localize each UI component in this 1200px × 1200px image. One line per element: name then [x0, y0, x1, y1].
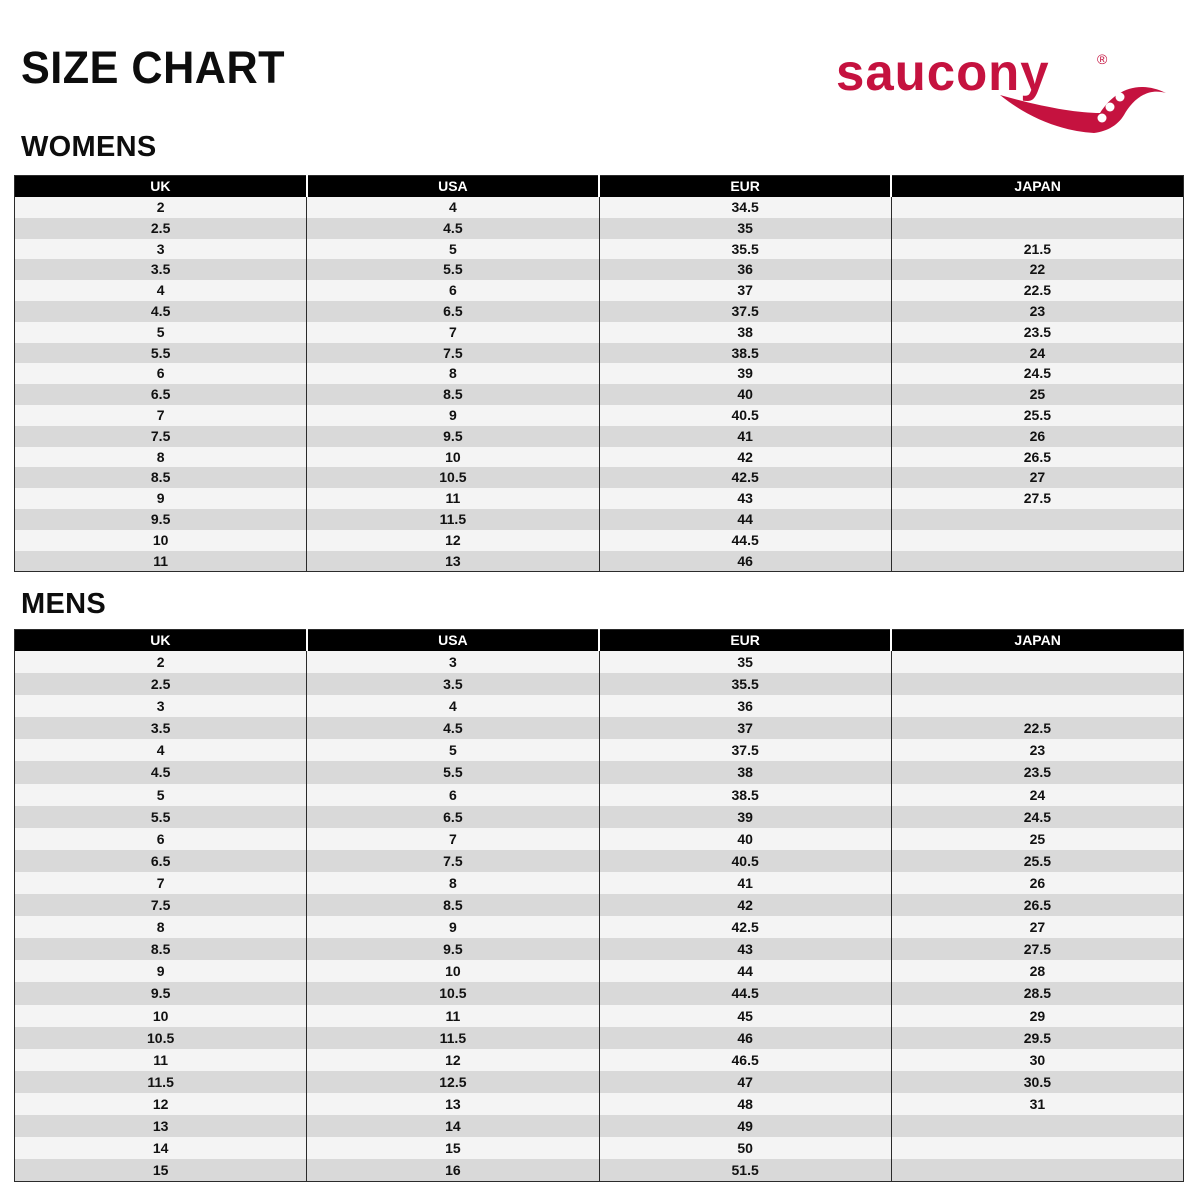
cell-uk: 9 [15, 960, 307, 982]
cell-japan: 23 [891, 739, 1183, 761]
cell-japan: 26 [891, 872, 1183, 894]
table-row [15, 1115, 1184, 1137]
cell-uk: 3 [15, 239, 307, 260]
cell-usa: 4.5 [307, 717, 599, 739]
cell-eur: 34.5 [599, 197, 891, 218]
cell-eur: 37 [599, 280, 891, 301]
cell-eur: 45 [599, 1005, 891, 1027]
cell-eur: 36 [599, 259, 891, 280]
womens-size-table [14, 175, 1184, 572]
cell-uk: 4 [15, 739, 307, 761]
table-row [15, 363, 1184, 384]
cell-usa: 8 [307, 872, 599, 894]
cell-japan: 26.5 [891, 447, 1183, 468]
cell-eur: 39 [599, 806, 891, 828]
mens-heading: MENS [21, 588, 106, 620]
cell-eur: 40 [599, 828, 891, 850]
cell-eur: 42 [599, 447, 891, 468]
cell-usa: 12 [307, 530, 599, 551]
cell-japan: 27.5 [891, 488, 1183, 509]
col-header-uk: UK [15, 176, 307, 198]
swoosh-dot-1 [1116, 93, 1125, 102]
cell-eur: 35.5 [599, 673, 891, 695]
cell-uk: 2.5 [15, 673, 307, 695]
cell-uk: 5 [15, 784, 307, 806]
table-row [15, 982, 1184, 1004]
table-row [15, 259, 1184, 280]
table-header-row [15, 176, 1184, 198]
cell-eur: 46 [599, 551, 891, 572]
cell-usa: 7 [307, 828, 599, 850]
cell-japan [891, 530, 1183, 551]
cell-japan: 22 [891, 259, 1183, 280]
cell-eur: 38.5 [599, 784, 891, 806]
cell-japan: 27.5 [891, 938, 1183, 960]
col-header-usa: USA [307, 176, 599, 198]
cell-japan: 31 [891, 1093, 1183, 1115]
cell-eur: 49 [599, 1115, 891, 1137]
cell-uk: 6.5 [15, 850, 307, 872]
cell-uk: 6.5 [15, 384, 307, 405]
cell-uk: 5.5 [15, 806, 307, 828]
cell-usa: 11 [307, 1005, 599, 1027]
cell-usa: 5 [307, 739, 599, 761]
cell-uk: 9.5 [15, 509, 307, 530]
table-row [15, 551, 1184, 572]
cell-uk: 2 [15, 651, 307, 673]
cell-japan [891, 1115, 1183, 1137]
cell-usa: 9.5 [307, 426, 599, 447]
cell-uk: 7 [15, 872, 307, 894]
cell-uk: 6 [15, 828, 307, 850]
table-row [15, 1093, 1184, 1115]
cell-uk: 11.5 [15, 1071, 307, 1093]
cell-japan [891, 218, 1183, 239]
cell-uk: 10 [15, 1005, 307, 1027]
cell-eur: 37.5 [599, 739, 891, 761]
cell-japan: 29.5 [891, 1027, 1183, 1049]
brand-logo [832, 45, 1172, 140]
table-row [15, 322, 1184, 343]
table-row [15, 239, 1184, 260]
col-header-japan: JAPAN [891, 176, 1183, 198]
table-row [15, 1005, 1184, 1027]
cell-japan [891, 1137, 1183, 1159]
cell-eur: 36 [599, 695, 891, 717]
cell-usa: 7.5 [307, 343, 599, 364]
cell-uk: 11 [15, 1049, 307, 1071]
cell-usa: 12.5 [307, 1071, 599, 1093]
cell-japan: 30.5 [891, 1071, 1183, 1093]
table-row [15, 916, 1184, 938]
table-row [15, 384, 1184, 405]
cell-uk: 4.5 [15, 301, 307, 322]
table-row [15, 488, 1184, 509]
table-row [15, 938, 1184, 960]
cell-japan [891, 695, 1183, 717]
cell-eur: 35 [599, 651, 891, 673]
cell-uk: 11 [15, 551, 307, 572]
cell-uk: 4 [15, 280, 307, 301]
cell-japan: 25 [891, 828, 1183, 850]
cell-usa: 3.5 [307, 673, 599, 695]
cell-japan [891, 651, 1183, 673]
table-header-row [15, 630, 1184, 652]
cell-usa: 8.5 [307, 894, 599, 916]
cell-usa: 4 [307, 197, 599, 218]
cell-uk: 8 [15, 447, 307, 468]
cell-uk: 15 [15, 1159, 307, 1182]
cell-uk: 5 [15, 322, 307, 343]
womens-heading: WOMENS [21, 131, 157, 163]
cell-uk: 3.5 [15, 259, 307, 280]
cell-usa: 3 [307, 651, 599, 673]
page-title: SIZE CHART [21, 42, 285, 93]
cell-japan: 26.5 [891, 894, 1183, 916]
cell-uk: 13 [15, 1115, 307, 1137]
table-row [15, 1071, 1184, 1093]
cell-uk: 12 [15, 1093, 307, 1115]
cell-eur: 46.5 [599, 1049, 891, 1071]
cell-uk: 6 [15, 363, 307, 384]
cell-uk: 3 [15, 695, 307, 717]
cell-japan: 29 [891, 1005, 1183, 1027]
cell-eur: 38.5 [599, 343, 891, 364]
table-row [15, 343, 1184, 364]
cell-japan: 23.5 [891, 322, 1183, 343]
cell-japan [891, 673, 1183, 695]
cell-eur: 35 [599, 218, 891, 239]
table-row [15, 1049, 1184, 1071]
cell-japan: 25.5 [891, 405, 1183, 426]
cell-usa: 5.5 [307, 259, 599, 280]
cell-usa: 6.5 [307, 301, 599, 322]
table-row [15, 717, 1184, 739]
col-header-usa: USA [307, 630, 599, 652]
table-row [15, 218, 1184, 239]
cell-uk: 7.5 [15, 426, 307, 447]
cell-japan: 22.5 [891, 280, 1183, 301]
cell-usa: 16 [307, 1159, 599, 1182]
cell-uk: 10.5 [15, 1027, 307, 1049]
table-row [15, 405, 1184, 426]
cell-usa: 4 [307, 695, 599, 717]
cell-japan: 30 [891, 1049, 1183, 1071]
cell-uk: 8.5 [15, 938, 307, 960]
table-row [15, 695, 1184, 717]
cell-usa: 10 [307, 447, 599, 468]
cell-usa: 13 [307, 551, 599, 572]
cell-usa: 7 [307, 322, 599, 343]
cell-uk: 3.5 [15, 717, 307, 739]
table-row [15, 1027, 1184, 1049]
cell-japan: 24.5 [891, 806, 1183, 828]
cell-usa: 11 [307, 488, 599, 509]
cell-japan: 26 [891, 426, 1183, 447]
swoosh-dot-2 [1106, 103, 1115, 112]
cell-eur: 39 [599, 363, 891, 384]
cell-uk: 7 [15, 405, 307, 426]
table-row [15, 447, 1184, 468]
cell-eur: 48 [599, 1093, 891, 1115]
cell-eur: 38 [599, 761, 891, 783]
cell-eur: 44.5 [599, 982, 891, 1004]
table-row [15, 280, 1184, 301]
cell-japan [891, 1159, 1183, 1182]
cell-eur: 38 [599, 322, 891, 343]
col-header-uk: UK [15, 630, 307, 652]
cell-uk: 5.5 [15, 343, 307, 364]
cell-japan [891, 509, 1183, 530]
table-row [15, 761, 1184, 783]
cell-japan: 24 [891, 784, 1183, 806]
cell-usa: 14 [307, 1115, 599, 1137]
cell-uk: 4.5 [15, 761, 307, 783]
cell-japan: 25.5 [891, 850, 1183, 872]
cell-eur: 37 [599, 717, 891, 739]
cell-uk: 9.5 [15, 982, 307, 1004]
cell-eur: 44 [599, 960, 891, 982]
table-row [15, 467, 1184, 488]
table-row [15, 850, 1184, 872]
cell-usa: 5 [307, 239, 599, 260]
cell-uk: 14 [15, 1137, 307, 1159]
cell-eur: 42 [599, 894, 891, 916]
table-row [15, 1137, 1184, 1159]
cell-japan: 27 [891, 467, 1183, 488]
cell-eur: 35.5 [599, 239, 891, 260]
cell-eur: 37.5 [599, 301, 891, 322]
cell-eur: 47 [599, 1071, 891, 1093]
cell-japan: 22.5 [891, 717, 1183, 739]
cell-usa: 8.5 [307, 384, 599, 405]
table-row [15, 806, 1184, 828]
cell-uk: 2.5 [15, 218, 307, 239]
cell-usa: 6.5 [307, 806, 599, 828]
table-row [15, 651, 1184, 673]
cell-usa: 6 [307, 784, 599, 806]
cell-eur: 44 [599, 509, 891, 530]
cell-usa: 9 [307, 916, 599, 938]
cell-eur: 50 [599, 1137, 891, 1159]
cell-usa: 11.5 [307, 509, 599, 530]
cell-japan: 24 [891, 343, 1183, 364]
mens-size-table [14, 629, 1184, 1182]
cell-eur: 51.5 [599, 1159, 891, 1182]
cell-usa: 6 [307, 280, 599, 301]
table-row [15, 872, 1184, 894]
table-row [15, 960, 1184, 982]
table-row [15, 426, 1184, 447]
cell-japan: 28.5 [891, 982, 1183, 1004]
cell-usa: 10.5 [307, 467, 599, 488]
cell-eur: 43 [599, 938, 891, 960]
cell-usa: 15 [307, 1137, 599, 1159]
col-header-eur: EUR [599, 176, 891, 198]
swoosh-dot-3 [1098, 114, 1107, 123]
cell-usa: 10.5 [307, 982, 599, 1004]
cell-japan [891, 551, 1183, 572]
cell-eur: 44.5 [599, 530, 891, 551]
cell-uk: 2 [15, 197, 307, 218]
table-row [15, 828, 1184, 850]
table-row [15, 301, 1184, 322]
cell-usa: 12 [307, 1049, 599, 1071]
cell-eur: 42.5 [599, 467, 891, 488]
cell-uk: 8 [15, 916, 307, 938]
cell-uk: 7.5 [15, 894, 307, 916]
cell-japan: 28 [891, 960, 1183, 982]
cell-uk: 8.5 [15, 467, 307, 488]
brand-name: saucony [836, 44, 1050, 102]
cell-uk: 9 [15, 488, 307, 509]
cell-usa: 13 [307, 1093, 599, 1115]
cell-eur: 40.5 [599, 405, 891, 426]
cell-japan: 21.5 [891, 239, 1183, 260]
cell-japan: 25 [891, 384, 1183, 405]
cell-eur: 42.5 [599, 916, 891, 938]
cell-eur: 41 [599, 426, 891, 447]
table-row [15, 739, 1184, 761]
cell-usa: 11.5 [307, 1027, 599, 1049]
registered-mark: ® [1097, 51, 1108, 67]
cell-japan [891, 197, 1183, 218]
cell-japan: 23 [891, 301, 1183, 322]
cell-usa: 8 [307, 363, 599, 384]
cell-eur: 43 [599, 488, 891, 509]
table-row [15, 784, 1184, 806]
cell-eur: 40 [599, 384, 891, 405]
cell-usa: 9 [307, 405, 599, 426]
col-header-eur: EUR [599, 630, 891, 652]
col-header-japan: JAPAN [891, 630, 1183, 652]
cell-japan: 27 [891, 916, 1183, 938]
cell-eur: 46 [599, 1027, 891, 1049]
table-row [15, 509, 1184, 530]
table-row [15, 1159, 1184, 1182]
cell-usa: 10 [307, 960, 599, 982]
cell-uk: 10 [15, 530, 307, 551]
table-row [15, 197, 1184, 218]
table-row [15, 530, 1184, 551]
cell-usa: 9.5 [307, 938, 599, 960]
cell-eur: 40.5 [599, 850, 891, 872]
cell-usa: 7.5 [307, 850, 599, 872]
cell-japan: 24.5 [891, 363, 1183, 384]
cell-usa: 5.5 [307, 761, 599, 783]
table-row [15, 894, 1184, 916]
cell-eur: 41 [599, 872, 891, 894]
cell-japan: 23.5 [891, 761, 1183, 783]
cell-usa: 4.5 [307, 218, 599, 239]
table-row [15, 673, 1184, 695]
